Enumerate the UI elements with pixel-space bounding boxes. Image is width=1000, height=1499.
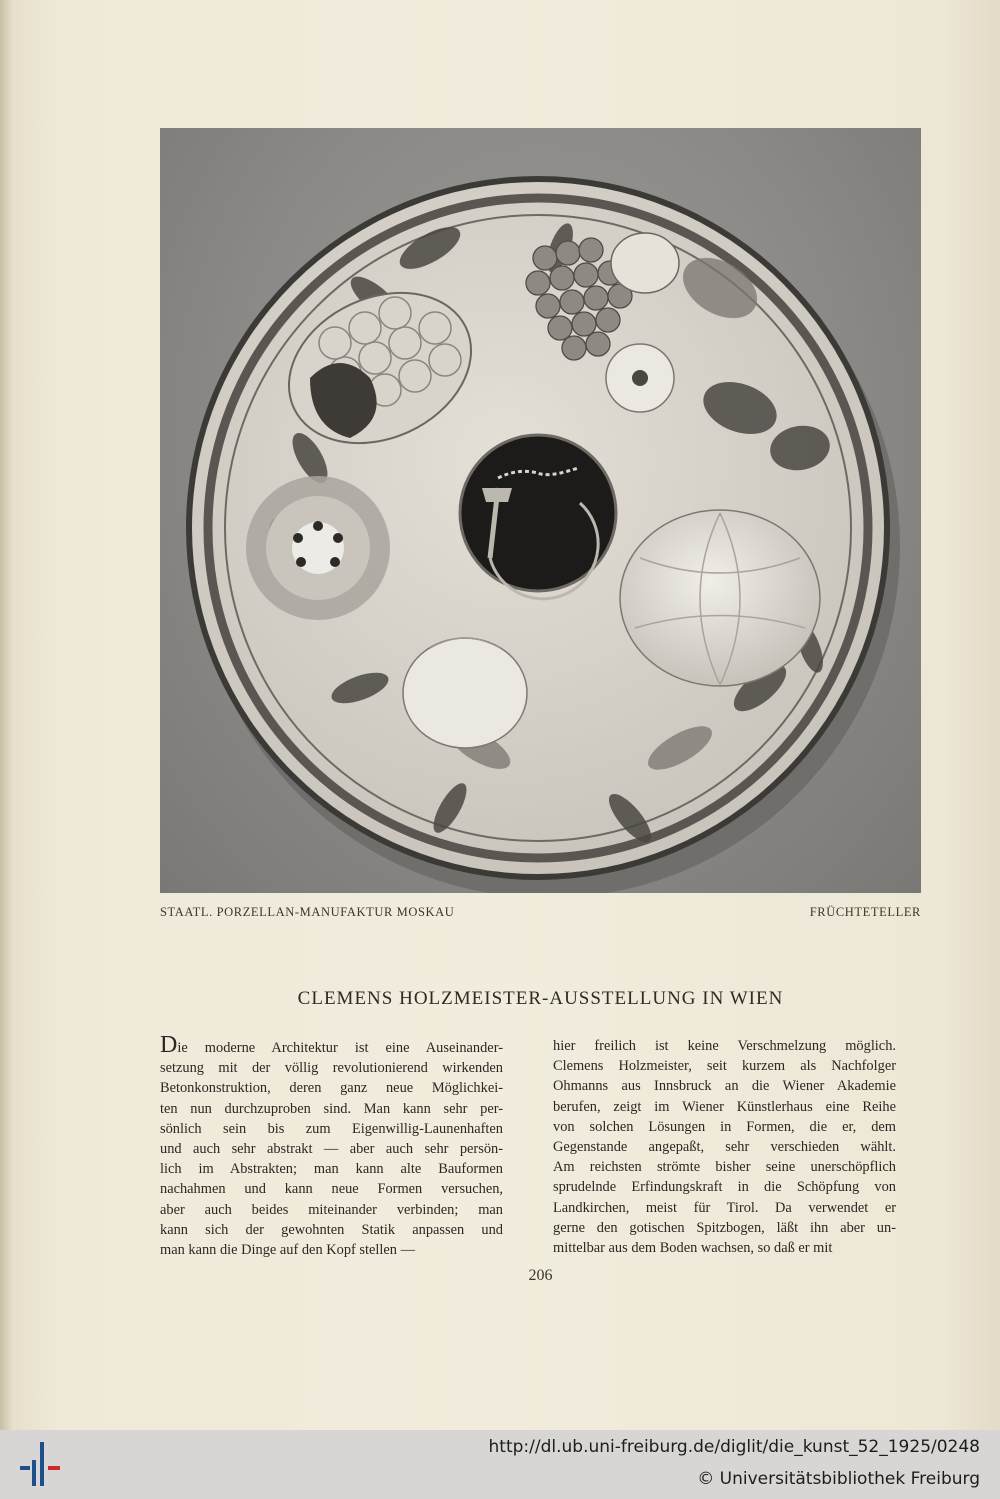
first-line-rest: ie moderne Architektur ist eine Auseinander- [177,1040,503,1056]
page-spine-shadow [0,0,14,1430]
text-line: aber auch beides miteinander verbinden; man [160,1201,503,1218]
text-line: kann sich der gewohnten Statik anpassen und [160,1221,503,1238]
text-line-first [160,1032,503,1058]
flower-motif [246,476,390,620]
text-line: lich im Abstrakten; man kann alte Bauformen [160,1161,503,1178]
text-line: gerne den gotischen Spitzbogen, läßt ihn aber un- [553,1219,896,1236]
text-line: Betonkonstruktion, deren ganz neue Möglichkei- [160,1080,503,1097]
text-line: und auch sehr abstrakt — aber auch sehr persön- [160,1141,503,1158]
copyright-notice: © Universitätsbibliothek Freiburg [697,1469,980,1489]
repository-footer [0,1430,1000,1499]
text-line: man kann die Dinge auf den Kopf stellen — [160,1242,415,1259]
apple-motif [403,638,527,748]
text-line: nachahmen und kann neue Formen versuchen, [160,1181,503,1198]
text-line: sönlich sein bis zum Eigenwillig-Launenhaften [160,1120,503,1137]
text-line: Landkirchen, meist für Tirol. Da verwendet er [553,1199,896,1216]
text-line: hier freilich ist keine Verschmelzung möglich. [553,1038,896,1054]
drop-cap: D [160,1032,178,1058]
text-line: berufen, zeigt im Wiener Künstlerhaus eine Reihe [553,1098,896,1115]
article-title: CLEMENS HOLZMEISTER-AUSSTELLUNG IN WIEN [297,988,784,1009]
text-column-right [553,1036,896,1258]
blossom-motif [606,344,674,412]
text-column-left [160,1032,503,1260]
text-line: von solchen Lösungen in Formen, die er, dem [553,1118,896,1135]
page-number: 206 [528,1267,553,1284]
melon-motif [620,510,820,686]
text-line: Ohmanns aus Innsbruck an die Wiener Akademie [553,1078,896,1095]
ub-freiburg-logo-icon [18,1442,62,1486]
figure-caption-left: STAATL. PORZELLAN-MANUFAKTUR MOSKAU [160,905,455,919]
text-line: sprudelnde Erfindungskraft in die Schöpfung von [553,1179,896,1196]
text-line: ten nun durchzuproben sind. Man kann sehr per- [160,1100,503,1117]
fruit-plate-image [160,128,921,893]
text-line: Am reichsten strömte bisher seine unerschöpflich [553,1159,896,1176]
source-url[interactable]: http://dl.ub.uni-freiburg.de/diglit/die_kunst_52_1925/0248 [488,1437,980,1457]
text-line: mittelbar aus dem Boden wachsen, so daß er mit [553,1240,833,1257]
text-line: setzung mit der völlig revolutionierend wirkenden [160,1060,503,1077]
figure-caption-right: FRÜCHTETELLER [809,905,921,919]
text-line: Gegenstande angepaßt, sehr verschieden wählt. [553,1139,896,1156]
text-line: Clemens Holzmeister, seit kurzem als Nachfolger [553,1058,896,1075]
plate-photograph [160,128,921,893]
